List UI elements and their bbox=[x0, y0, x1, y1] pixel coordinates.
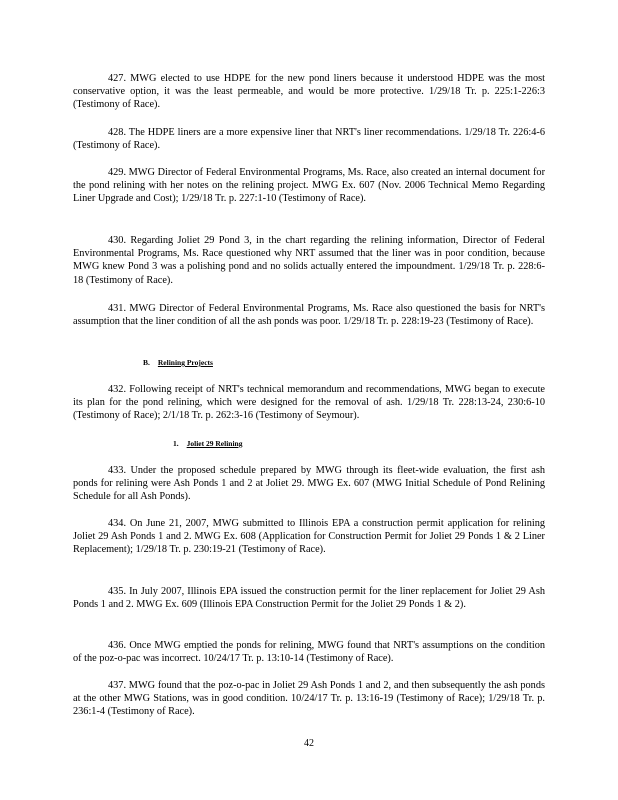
paragraph-429: 429. MWG Director of Federal Environmental Programs, Ms. Race, also created an internal document for the pond relining with her notes on the relining project. MWG Ex. 607 (Nov. 2006 Technical Memo Regarding Liner Upgrade and Cost); 1/29/18 Tr. p. 227:1-10 (Testimony of Race). bbox=[73, 167, 545, 205]
section-heading-relining-projects bbox=[143, 358, 235, 367]
paragraph-427: 427. MWG elected to use HDPE for the new pond liners because it understood HDPE was the most conservative option, it was the least permeable, and would be more protective. 1/29/18 Tr. p. 225:1-226:3 (Testimony of Race). bbox=[73, 73, 545, 111]
section-title: Relining Projects bbox=[157, 358, 213, 367]
paragraph-430: 430. Regarding Joliet 29 Pond 3, in the chart regarding the relining information, Director of Federal Environmental Programs, Ms. Race questioned why NRT assumed that the liner was in poor condition, because MWG knew Pond 3 was a polishing pond and no solids actually entered the impoundment. 1/29/18 Tr. p. 228:6-18 (Testimony of Race). bbox=[73, 235, 545, 286]
paragraph-437: 437. MWG found that the poz-o-pac in Joliet 29 Ash Ponds 1 and 2, and then subsequently the ash ponds at the other MWG Stations, was in good condition. 10/24/17 Tr. p. 13:16-19 (Testimony of Race); 1/29/18 Tr. p. 236:1-4 (Testimony of Race). bbox=[73, 680, 545, 718]
section-letter: B. bbox=[143, 358, 150, 367]
paragraph-436: 436. Once MWG emptied the ponds for relining, MWG found that NRT's assumptions on the condition of the poz-o-pac was incorrect. 10/24/17 Tr. p. 13:10-14 (Testimony of Race). bbox=[73, 640, 545, 665]
subsection-heading-joliet-29 bbox=[173, 439, 242, 448]
page-number: 42 bbox=[304, 738, 314, 749]
subsection-title: Joliet 29 Relining bbox=[186, 439, 243, 448]
paragraph-431: 431. MWG Director of Federal Environmental Programs, Ms. Race also questioned the basis for NRT's assumption that the liner condition of all the ash ponds was poor. 1/29/18 Tr. p. 228:19-23 (Testimony of Race). bbox=[73, 303, 545, 328]
paragraph-432: 432. Following receipt of NRT's technical memorandum and recommendations, MWG began to execute its plan for the pond relining, which were designed for the removal of ash. 1/29/18 Tr. 228:13-24, 230:6-10 (Testimony of Race); 2/1/18 Tr. p. 262:3-16 (Testimony of Seymour). bbox=[73, 384, 545, 422]
paragraph-435: 435. In July 2007, Illinois EPA issued the construction permit for the liner replacement for Joliet 29 Ash Ponds 1 and 2. MWG Ex. 609 (Illinois EPA Construction Permit for the Joliet 29 Ponds 1 & 2). bbox=[73, 586, 545, 611]
paragraph-433: 433. Under the proposed schedule prepared by MWG through its fleet-wide evaluation, the first ash ponds for relining were Ash Ponds 1 and 2 at Joliet 29. MWG Ex. 607 (MWG Initial Schedule of Pond Relining Schedule for all Ash Ponds). bbox=[73, 465, 545, 503]
subsection-number: 1. bbox=[173, 439, 179, 448]
paragraph-428: 428. The HDPE liners are a more expensive liner that NRT's liner recommendations. 1/29/18 Tr. 226:4-6 (Testimony of Race). bbox=[73, 127, 545, 152]
paragraph-434: 434. On June 21, 2007, MWG submitted to Illinois EPA a construction permit application for relining Joliet 29 Ash Ponds 1 and 2. MWG Ex. 608 (Application for Construction Permit for Joliet 29 Ponds 1 & 2 Liner Replacement); 1/29/18 Tr. p. 230:19-21 (Testimony of Race). bbox=[73, 518, 545, 556]
